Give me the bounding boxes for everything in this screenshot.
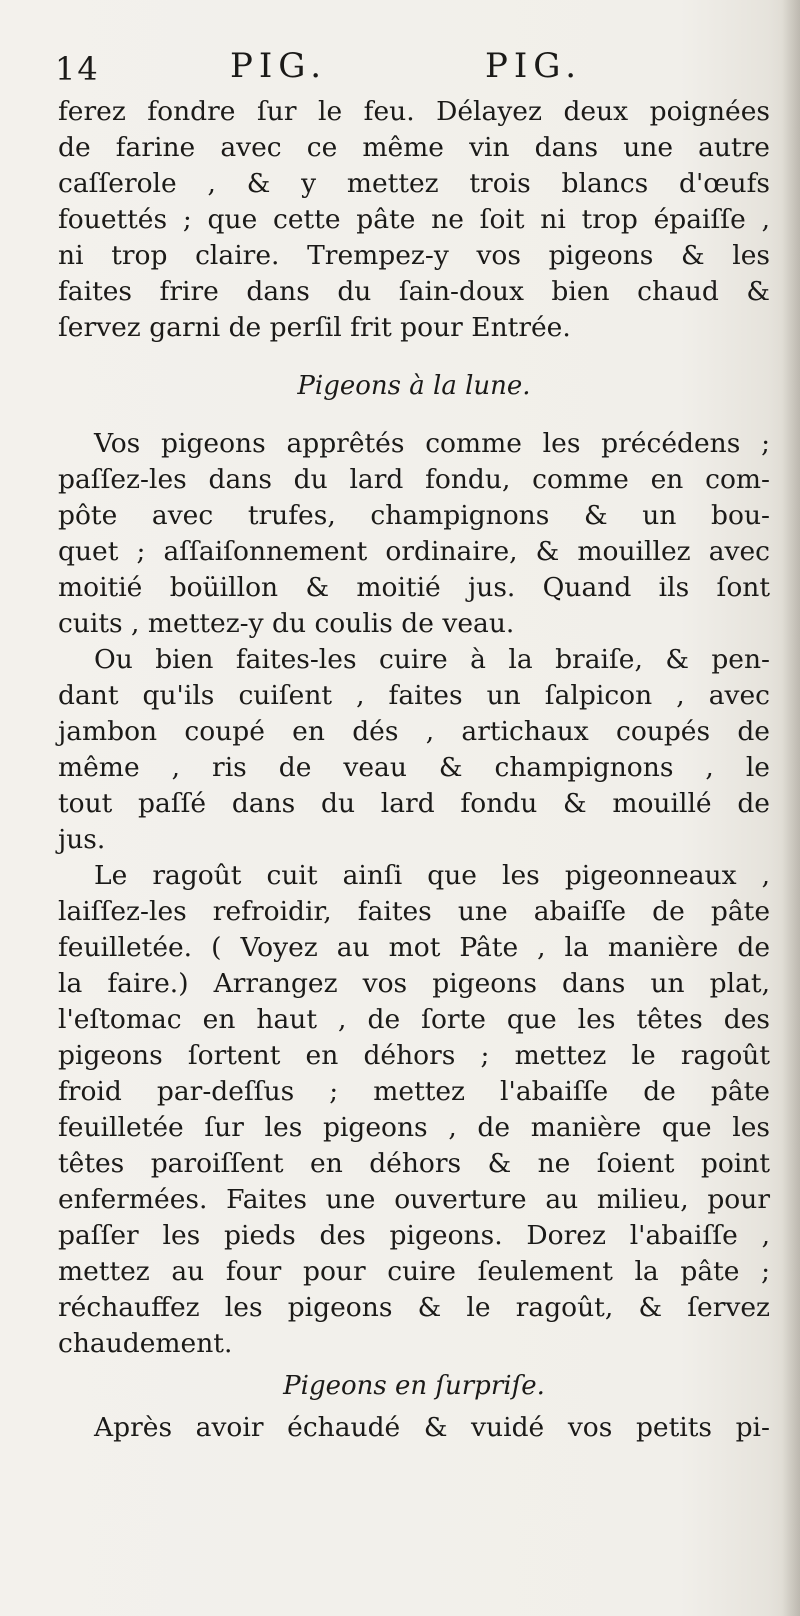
page-header: [55, 44, 755, 94]
text-line: ferez fondre ſur le feu. Délayez deux poignées: [58, 96, 770, 127]
text-line: Vos pigeons apprêtés comme les précédens ;: [94, 428, 770, 459]
text-line: jambon coupé en dés , artichaux coupés de: [58, 716, 770, 747]
text-line: feuilletée. ( Voyez au mot Pâte , la manière de: [58, 932, 770, 963]
text-line: ni trop claire. Trempez-y vos pigeons & les: [58, 240, 770, 271]
running-head-left: PIG.: [230, 46, 328, 86]
text-line: de farine avec ce même vin dans une autre: [58, 132, 770, 163]
text-line: même , ris de veau & champignons , le: [58, 752, 770, 783]
text-line: pôte avec trufes, champignons & un bou-: [58, 500, 770, 531]
text-line: Le ragoût cuit ainſi que les pigeonneaux ,: [94, 860, 770, 891]
text-line: faites frire dans du ſain-doux bien chaud &: [58, 276, 770, 307]
text-line: ſervez garni de perſil frit pour Entrée.: [58, 312, 571, 343]
paragraph-2: [58, 426, 770, 642]
page-gutter-shadow: [782, 0, 800, 1616]
text-line: feuilletée ſur les pigeons , de manière que les: [58, 1112, 770, 1143]
text-line: fouettés ; que cette pâte ne ſoit ni trop épaiſſe ,: [58, 204, 770, 235]
text-line: pigeons ſortent en déhors ; mettez le ragoût: [58, 1040, 770, 1071]
text-line: têtes paroiſſent en déhors & ne ſoient point: [58, 1148, 770, 1179]
text-line: cuits , mettez-y du coulis de veau.: [58, 608, 515, 639]
text-line: réchauffez les pigeons & le ragoût, & ſervez: [58, 1292, 770, 1323]
text-line: laiſſez-les refroidir, faites une abaiſſe de pâte: [58, 896, 770, 927]
text-line: la faire.) Arrangez vos pigeons dans un plat,: [58, 968, 770, 999]
running-head-right: PIG.: [485, 46, 583, 86]
paragraph-4: [58, 858, 770, 1362]
text-line: froid par-deſſus ; mettez l'abaiſſe de pâte: [58, 1076, 770, 1107]
text-line: enfermées. Faites une ouverture au milieu, pour: [58, 1184, 770, 1215]
text-line: mettez au four pour cuire ſeulement la pâte ;: [58, 1256, 770, 1287]
text-line: moitié boüillon & moitié jus. Quand ils ſont: [58, 572, 770, 603]
text-line: quet ; aſſaiſonnement ordinaire, & mouillez avec: [58, 536, 770, 567]
page-body: [58, 94, 770, 1446]
text-line: chaudement.: [58, 1328, 233, 1359]
text-line: jus.: [58, 824, 106, 855]
text-line: dant qu'ils cuiſent , faites un ſalpicon , avec: [58, 680, 770, 711]
text-line: paſſer les pieds des pigeons. Dorez l'abaiſſe ,: [58, 1220, 770, 1251]
text-line: l'eſtomac en haut , de ſorte que les têtes des: [58, 1004, 770, 1035]
paragraph-1: [58, 94, 770, 346]
text-line: caſſerole , & y mettez trois blancs d'œufs: [58, 168, 770, 199]
text-line: Ou bien faites-les cuire à la braiſe, & pen-: [94, 644, 770, 675]
paragraph-3: [58, 642, 770, 858]
section-heading: Pigeons à la lune.: [297, 371, 531, 401]
text-line: tout paſſé dans du lard fondu & mouillé de: [58, 788, 770, 819]
text-line: paſſez-les dans du lard fondu, comme en com-: [58, 464, 770, 495]
page-number: 14: [55, 50, 100, 88]
paragraph-5: [58, 1410, 770, 1446]
section-heading: Pigeons en ſurpriſe.: [283, 1371, 545, 1401]
text-line: Après avoir échaudé & vuidé vos petits pi-: [94, 1412, 770, 1443]
